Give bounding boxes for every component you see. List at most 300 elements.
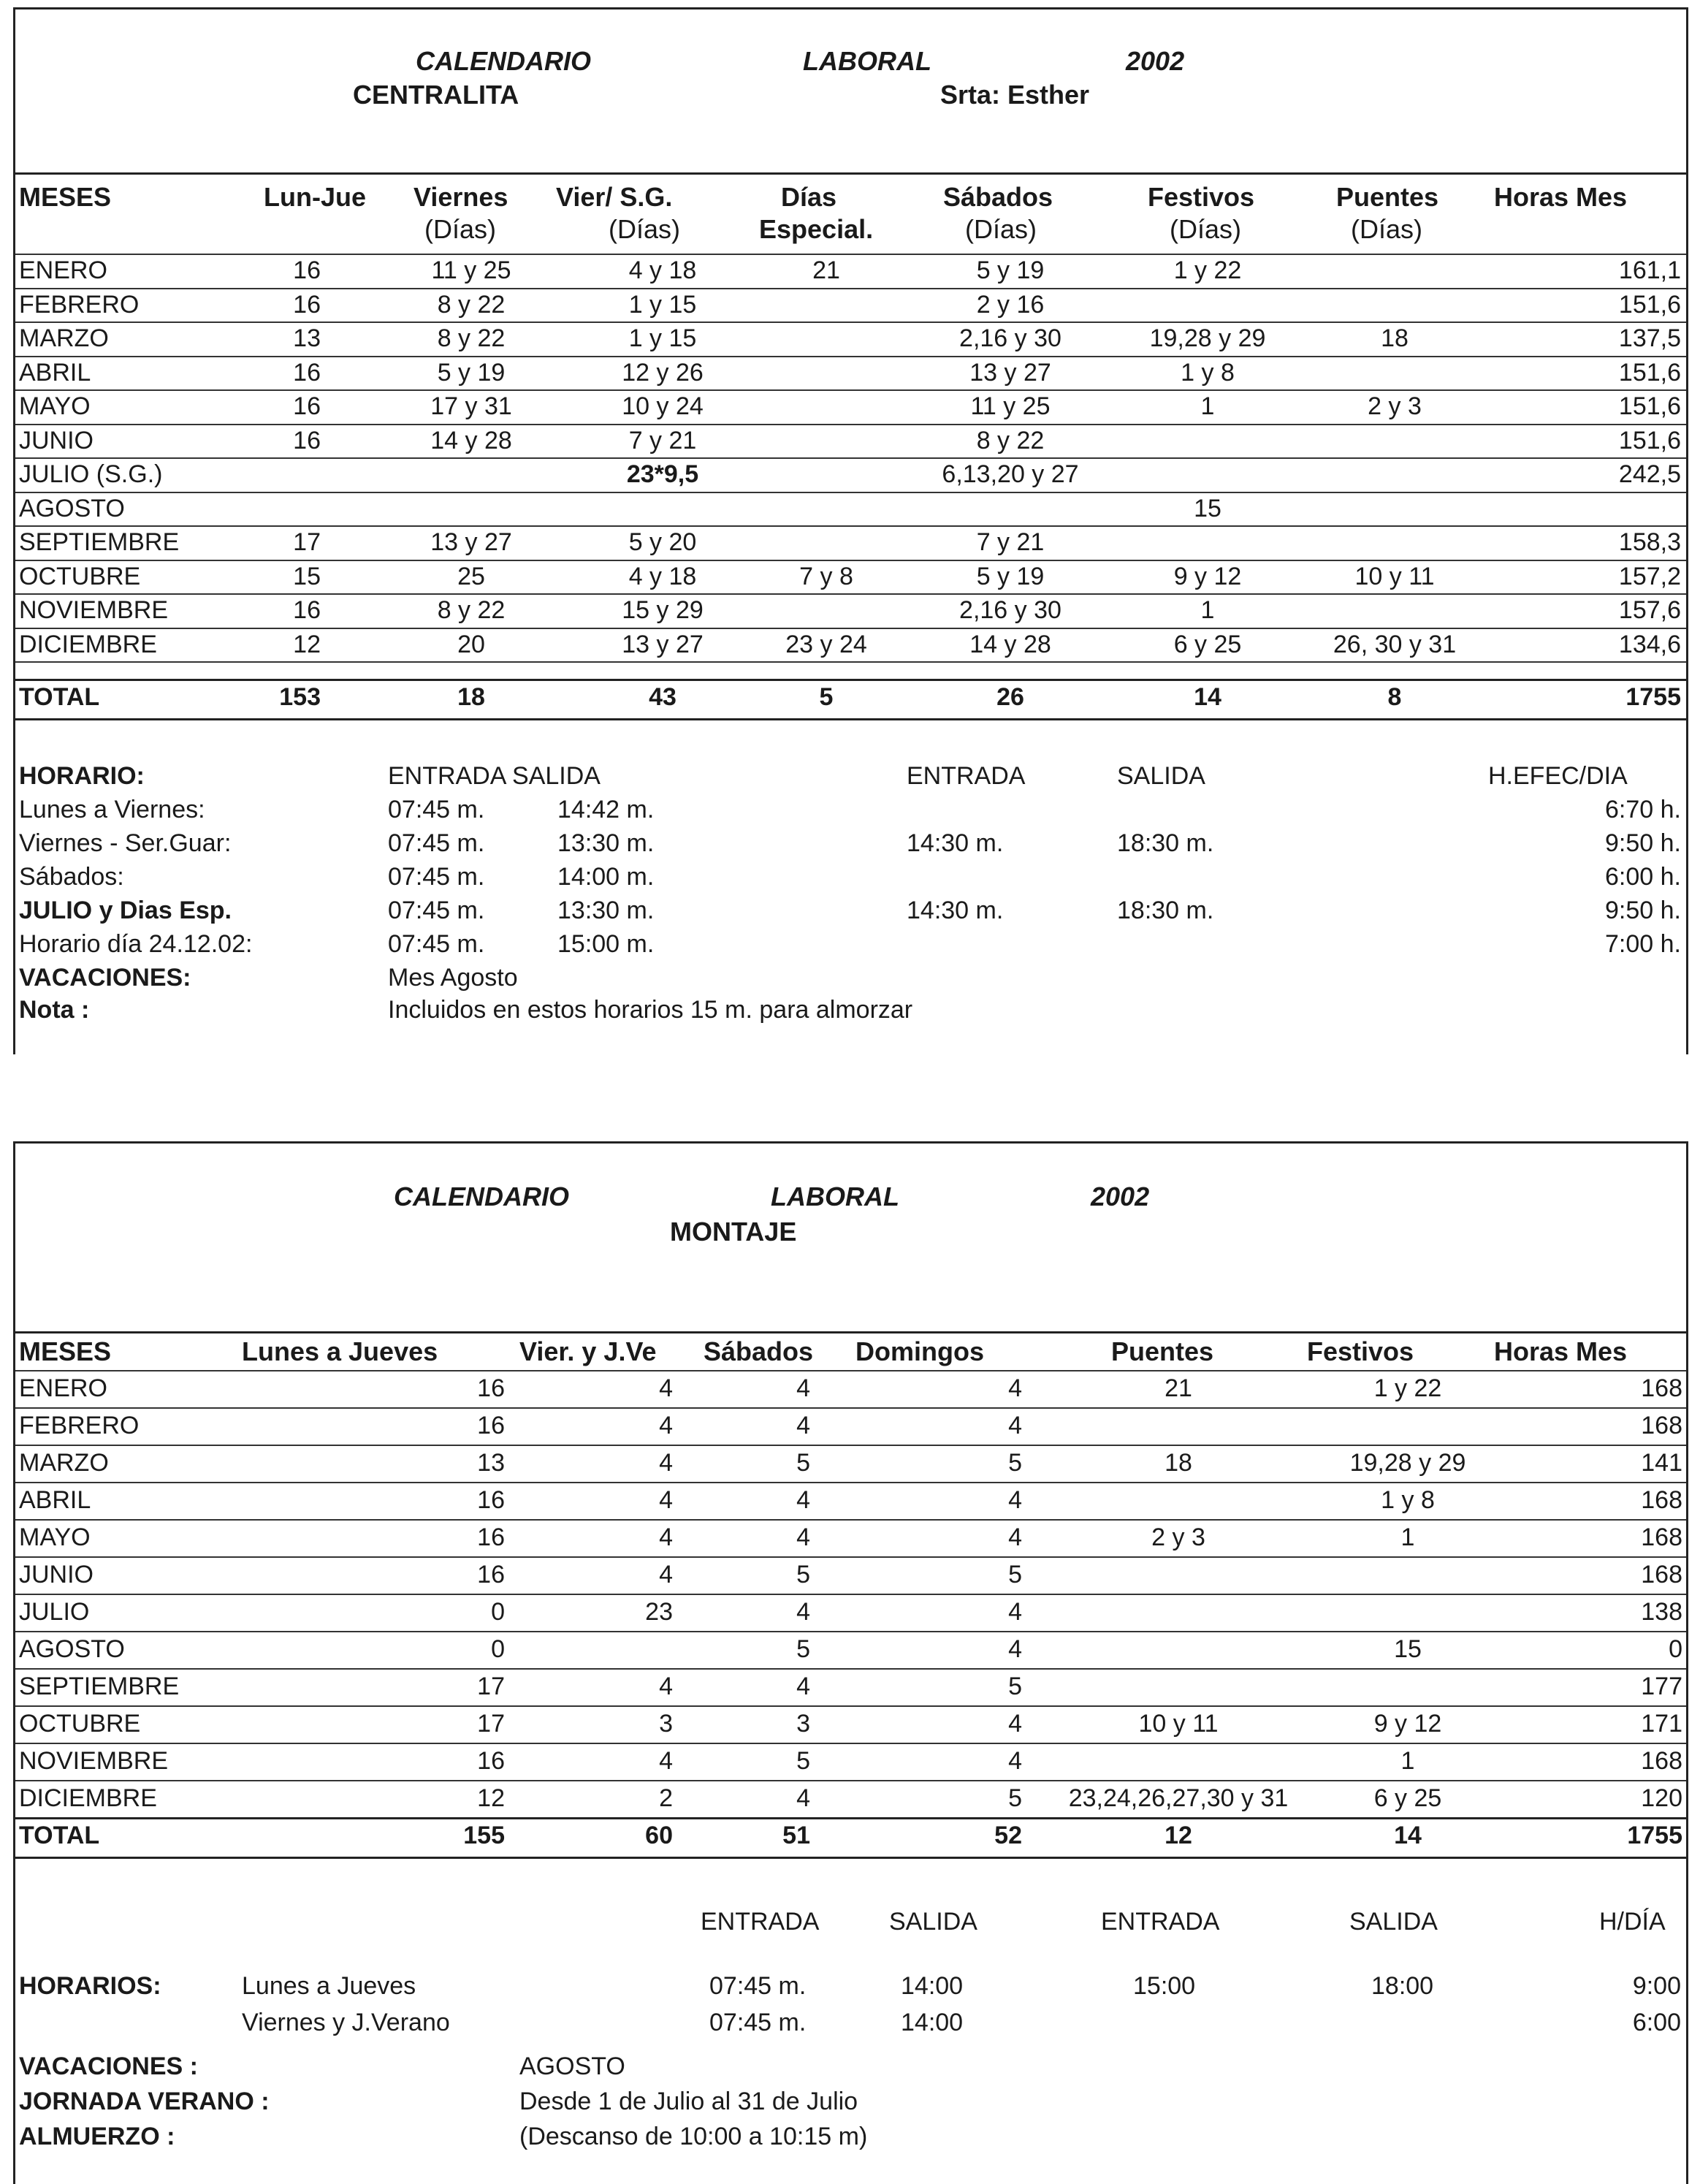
cal2-cell-festivos: 1 xyxy=(1400,1523,1415,1551)
cal2-row-line xyxy=(15,1407,1686,1409)
cal1-total-puentes: 8 xyxy=(1387,683,1402,711)
cal2-cell-horas-mes: 168 xyxy=(1641,1561,1682,1588)
calendar-montaje xyxy=(13,1141,1688,2184)
cal1-cell-mes: DICIEMBRE xyxy=(19,630,157,658)
cal2-title-calendario: CALENDARIO xyxy=(394,1182,569,1211)
cal1-vacaciones-value: Mes Agosto xyxy=(388,964,518,992)
cal2-cell-puentes: 21 xyxy=(1165,1374,1192,1402)
cal2-cell-sabados: 4 xyxy=(796,1598,810,1626)
cal1-col-sabados-sub: (Días) xyxy=(965,214,1037,244)
cal1-cell-festivos: 1 y 22 xyxy=(1173,256,1242,284)
cal1-cell-festivos: 1 y 8 xyxy=(1181,358,1235,387)
cal1-cell-horas-mes: 137,5 xyxy=(1618,324,1681,352)
cal1-col-viersg-sub: (Días) xyxy=(609,214,680,244)
cal2-cell-horas-mes: 177 xyxy=(1641,1673,1682,1700)
cal1-total-horas-mes: 1755 xyxy=(1625,683,1681,711)
cal1-cell-sabados: 5 y 19 xyxy=(976,562,1045,590)
cal1-cell-festivos: 9 y 12 xyxy=(1173,562,1242,590)
cal1-cell-mes: ABRIL xyxy=(19,358,91,387)
cal2-schedule-cell: Lunes a Jueves xyxy=(242,1972,416,2000)
cal2-cell-horas-mes: 141 xyxy=(1641,1449,1682,1477)
cal1-cell-horas-mes: 158,3 xyxy=(1618,528,1681,556)
cal1-row-line xyxy=(15,321,1686,323)
cal1-cell-puentes: 26, 30 y 31 xyxy=(1333,630,1457,658)
cal2-cell-sabados: 5 xyxy=(796,1635,810,1663)
cal1-cell-sabados: 2,16 y 30 xyxy=(959,324,1061,352)
cal2-cell-lunes-jueves: 17 xyxy=(477,1710,505,1738)
cal1-cell-sabados: 14 y 28 xyxy=(969,630,1051,658)
cal1-row-line xyxy=(15,389,1686,391)
cal1-cell-viernes: 8 y 22 xyxy=(437,290,506,319)
cal1-title-laboral: LABORAL xyxy=(803,46,931,76)
cal2-col-horas: Horas Mes xyxy=(1494,1336,1628,1366)
cal2-cell-vier-jve: 2 xyxy=(659,1784,673,1812)
cal2-cell-mes: MARZO xyxy=(19,1449,109,1477)
cal1-cell-viernes: 17 y 31 xyxy=(430,392,512,420)
cal2-cell-horas-mes: 168 xyxy=(1641,1747,1682,1775)
cal1-col-viernes-sub: (Días) xyxy=(424,214,496,244)
cal1-cell-puentes: 10 y 11 xyxy=(1354,562,1435,590)
cal2-horarios-label: HORARIOS: xyxy=(19,1972,161,2000)
cal2-cell-vier-jve: 4 xyxy=(659,1673,673,1700)
cal1-cell-mes: MAYO xyxy=(19,392,91,420)
cal2-cell-mes: JULIO xyxy=(19,1598,90,1626)
cal2-cell-vier-jve: 4 xyxy=(659,1449,673,1477)
cal1-schedule-cell: 18:30 m. xyxy=(1117,829,1214,857)
cal2-schedule-cell: Viernes y J.Verano xyxy=(242,2009,450,2036)
cal1-schedule-cell: 18:30 m. xyxy=(1117,897,1214,924)
cal2-cell-puentes: 10 y 11 xyxy=(1138,1710,1219,1738)
cal1-row-line xyxy=(15,492,1686,493)
cal1-row-line xyxy=(15,424,1686,425)
cal2-cell-mes: SEPTIEMBRE xyxy=(19,1673,180,1700)
cal1-cell-lunjue: 16 xyxy=(293,596,321,624)
cal2-cell-lunes-jueves: 16 xyxy=(477,1374,505,1402)
cal1-schedule-cell: 14:00 m. xyxy=(557,863,655,891)
cal2-row-line xyxy=(15,1780,1686,1781)
cal1-cell-sabados: 11 y 25 xyxy=(970,392,1051,420)
cal2-cell-vier-jve: 4 xyxy=(659,1412,673,1439)
cal2-cell-sabados: 4 xyxy=(796,1673,810,1700)
cal2-cell-mes: MAYO xyxy=(19,1523,91,1551)
cal2-cell-festivos: 1 xyxy=(1400,1747,1415,1775)
cal1-cell-mes: FEBRERO xyxy=(19,290,140,319)
cal2-row-line xyxy=(15,1556,1686,1558)
cal1-row-line xyxy=(15,356,1686,357)
cal1-total-dias-especial: 5 xyxy=(819,683,834,711)
cal1-cell-viernes: 11 y 25 xyxy=(431,256,511,284)
cal2-schedule-cell: 14:00 xyxy=(901,1972,964,2000)
cal1-department: CENTRALITA xyxy=(353,80,519,110)
cal2-cell-lunes-jueves: 0 xyxy=(491,1598,505,1626)
cal1-col-meses: MESES xyxy=(19,182,112,212)
cal1-col-viernes: Viernes xyxy=(413,182,508,212)
cal1-schedule-cell: Viernes - Ser.Guar: xyxy=(19,829,232,857)
cal1-cell-mes: ENERO xyxy=(19,256,107,284)
cal1-col-festivos: Festivos xyxy=(1148,182,1255,212)
cal1-salida2-header: SALIDA xyxy=(1117,762,1205,790)
cal2-row-line xyxy=(15,1594,1686,1595)
cal2-row-line xyxy=(15,1705,1686,1707)
cal2-footer-value: AGOSTO xyxy=(519,2052,625,2080)
cal1-cell-sabados: 5 y 19 xyxy=(976,256,1045,284)
cal1-schedule-cell: 07:45 m. xyxy=(388,930,485,958)
cal1-row-line xyxy=(15,628,1686,629)
cal2-row-line xyxy=(15,1519,1686,1521)
cal2-cell-domingos: 4 xyxy=(1008,1374,1022,1402)
cal2-footer-value: (Descanso de 10:00 a 10:15 m) xyxy=(519,2123,868,2150)
cal1-total-rule-top xyxy=(15,679,1686,681)
cal2-total-rule-bottom xyxy=(15,1857,1686,1859)
cal1-row-line xyxy=(15,288,1686,289)
cal1-schedule-cell: 07:45 m. xyxy=(388,796,485,823)
cal1-cell-lunjue: 16 xyxy=(293,256,321,284)
cal2-footer-label: VACACIONES : xyxy=(19,2052,198,2080)
cal1-row-line xyxy=(15,525,1686,527)
cal1-cell-mes: NOVIEMBRE xyxy=(19,596,169,624)
cal2-row-line xyxy=(15,1668,1686,1670)
cal1-col-puentes: Puentes xyxy=(1336,182,1439,212)
cal1-cell-lunjue: 15 xyxy=(293,562,321,590)
cal1-total-rule-bottom xyxy=(15,718,1686,720)
cal2-cell-festivos: 9 y 12 xyxy=(1373,1710,1442,1738)
cal1-cell-viernes: 13 y 27 xyxy=(430,528,512,556)
cal1-cell-festivos: 19,28 y 29 xyxy=(1149,324,1266,352)
cal2-col-sabados: Sábados xyxy=(704,1336,814,1366)
cal1-schedule-cell: Sábados: xyxy=(19,863,124,891)
cal1-schedule-cell: 14:42 m. xyxy=(557,796,655,823)
cal1-row-line xyxy=(15,560,1686,561)
cal1-cell-viersg: 7 y 21 xyxy=(628,426,697,454)
cal2-footer-label: JORNADA VERANO : xyxy=(19,2088,270,2115)
cal1-cell-viernes: 5 y 19 xyxy=(437,358,506,387)
cal2-cell-mes: NOVIEMBRE xyxy=(19,1747,169,1775)
cal1-cell-mes: AGOSTO xyxy=(19,494,125,522)
cal2-cell-sabados: 5 xyxy=(796,1449,810,1477)
cal1-entrada2-header: ENTRADA xyxy=(907,762,1026,790)
cal1-col-puentes-sub: (Días) xyxy=(1351,214,1422,244)
cal1-cell-viernes: 20 xyxy=(457,630,485,658)
cal2-total-puentes: 12 xyxy=(1165,1822,1192,1849)
cal1-total-viernes: 18 xyxy=(457,683,485,711)
cal1-cell-mes: MARZO xyxy=(19,324,109,352)
cal2-cell-festivos: 19,28 y 29 xyxy=(1349,1449,1466,1477)
cal2-total-vier-jve: 60 xyxy=(645,1822,673,1849)
cal1-cell-sabados: 2,16 y 30 xyxy=(959,596,1061,624)
cal1-col-festivos-sub: (Días) xyxy=(1170,214,1241,244)
cal2-cell-horas-mes: 168 xyxy=(1641,1412,1682,1439)
cal1-cell-festivos: 1 xyxy=(1200,392,1215,420)
cal2-cell-lunes-jueves: 16 xyxy=(477,1523,505,1551)
cal2-entrada-header: ENTRADA xyxy=(701,1908,820,1936)
cal2-cell-vier-jve: 4 xyxy=(659,1523,673,1551)
cal2-row-line xyxy=(15,1445,1686,1446)
cal2-cell-lunes-jueves: 16 xyxy=(477,1486,505,1514)
cal2-department: MONTAJE xyxy=(670,1217,797,1247)
cal1-cell-festivos: 1 xyxy=(1200,596,1215,624)
cal1-schedule-cell: 14:30 m. xyxy=(907,897,1004,924)
cal1-cell-viersg: 10 y 24 xyxy=(622,392,704,420)
cal1-col-dias-sub: Especial. xyxy=(759,214,874,244)
cal2-cell-festivos: 15 xyxy=(1394,1635,1422,1663)
cal2-cell-mes: JUNIO xyxy=(19,1561,94,1588)
cal2-schedule-cell: 15:00 xyxy=(1133,1972,1196,2000)
cal2-total-festivos: 14 xyxy=(1394,1822,1422,1849)
cal1-row-line xyxy=(15,661,1686,663)
cal2-cell-lunes-jueves: 16 xyxy=(477,1412,505,1439)
cal2-schedule-cell: 14:00 xyxy=(901,2009,964,2036)
cal1-cell-sabados: 7 y 21 xyxy=(976,528,1045,556)
cal1-cell-sabados: 2 y 16 xyxy=(976,290,1045,319)
cal1-cell-mes: OCTUBRE xyxy=(19,562,141,590)
cal1-header-rule xyxy=(15,172,1686,175)
cal1-cell-horas-mes: 157,6 xyxy=(1618,596,1681,624)
cal2-cell-vier-jve: 23 xyxy=(645,1598,673,1626)
cal1-cell-horas-mes: 157,2 xyxy=(1618,562,1681,590)
cal2-cell-horas-mes: 138 xyxy=(1641,1598,1682,1626)
cal2-cell-vier-jve: 3 xyxy=(659,1710,673,1738)
cal2-footer-value: Desde 1 de Julio al 31 de Julio xyxy=(519,2088,858,2115)
cal1-cell-viersg: 4 y 18 xyxy=(628,256,697,284)
cal2-cell-sabados: 5 xyxy=(796,1561,810,1588)
cal2-salida2-header: SALIDA xyxy=(1349,1908,1438,1936)
cal2-hdia-header: H/DÍA xyxy=(1599,1908,1666,1936)
cal1-cell-horas-mes: 242,5 xyxy=(1618,460,1681,488)
cal1-vacaciones-label: VACACIONES: xyxy=(19,964,191,992)
cal1-schedule-cell: 14:30 m. xyxy=(907,829,1004,857)
cal2-total-domingos: 52 xyxy=(994,1822,1022,1849)
cal2-total-sabados: 51 xyxy=(782,1822,810,1849)
cal2-title-laboral: LABORAL xyxy=(771,1182,899,1211)
cal1-cell-viersg: 4 y 18 xyxy=(628,562,697,590)
cal2-cell-horas-mes: 168 xyxy=(1641,1374,1682,1402)
cal1-row-line xyxy=(15,457,1686,459)
cal2-salida-header: SALIDA xyxy=(889,1908,977,1936)
cal2-cell-festivos: 6 y 25 xyxy=(1373,1784,1442,1812)
cal2-total-rule-top xyxy=(15,1817,1686,1819)
cal2-cell-lunes-jueves: 13 xyxy=(477,1449,505,1477)
cal1-cell-horas-mes: 134,6 xyxy=(1618,630,1681,658)
cal1-nota-value: Incluidos en estos horarios 15 m. para almorzar xyxy=(388,996,913,1024)
cal1-title-calendario: CALENDARIO xyxy=(416,46,591,76)
cal2-title-year: 2002 xyxy=(1091,1182,1150,1211)
cal1-cell-viernes: 14 y 28 xyxy=(430,426,512,454)
cal2-cell-puentes: 23,24,26,27,30 y 31 xyxy=(1068,1784,1289,1812)
cal2-schedule-cell: 07:45 m. xyxy=(709,2009,807,2036)
cal2-col-festivos: Festivos xyxy=(1307,1336,1414,1366)
cal2-col-puentes: Puentes xyxy=(1111,1336,1214,1366)
cal2-col-meses: MESES xyxy=(19,1336,112,1366)
cal1-cell-festivos: 6 y 25 xyxy=(1173,630,1242,658)
cal1-cell-viersg: 1 y 15 xyxy=(628,290,697,319)
cal2-cell-festivos: 1 y 8 xyxy=(1381,1486,1435,1514)
cal1-cell-lunjue: 16 xyxy=(293,392,321,420)
cal2-cell-vier-jve: 4 xyxy=(659,1747,673,1775)
cal1-cell-viersg: 12 y 26 xyxy=(622,358,704,387)
cal1-cell-lunjue: 16 xyxy=(293,426,321,454)
cal1-cell-horas-mes: 161,1 xyxy=(1618,256,1681,284)
cal2-cell-mes: AGOSTO xyxy=(19,1635,125,1663)
cal2-cell-domingos: 4 xyxy=(1008,1523,1022,1551)
cal2-cell-mes: ENERO xyxy=(19,1374,107,1402)
cal1-schedule-cell: 13:30 m. xyxy=(557,829,655,857)
cal1-cell-dias-especial: 23 y 24 xyxy=(785,630,867,658)
cal2-total-horas-mes: 1755 xyxy=(1627,1822,1682,1849)
cal2-cell-sabados: 4 xyxy=(796,1523,810,1551)
cal1-schedule-cell: Lunes a Viernes: xyxy=(19,796,205,823)
cal2-header-rule xyxy=(15,1331,1686,1333)
cal2-cell-domingos: 5 xyxy=(1008,1561,1022,1588)
cal2-row-line xyxy=(15,1370,1686,1371)
cal2-row-line xyxy=(15,1743,1686,1744)
cal2-cell-mes: DICIEMBRE xyxy=(19,1784,157,1812)
cal2-cell-vier-jve: 4 xyxy=(659,1486,673,1514)
calendar-centralita xyxy=(13,7,1688,1054)
cal2-col-lunes-jueves: Lunes a Jueves xyxy=(242,1336,438,1366)
cal2-schedule-cell: 9:00 xyxy=(1632,1972,1681,2000)
cal2-cell-lunes-jueves: 17 xyxy=(477,1673,505,1700)
cal2-entrada2-header: ENTRADA xyxy=(1101,1908,1220,1936)
cal1-cell-viersg: 15 y 29 xyxy=(622,596,704,624)
cal1-schedule-cell: 7:00 h. xyxy=(1605,930,1681,958)
cal1-cell-lunjue: 17 xyxy=(293,528,321,556)
cal2-cell-puentes: 18 xyxy=(1165,1449,1192,1477)
cal1-col-lunjue: Lun-Jue xyxy=(264,182,366,212)
cal1-cell-viernes: 8 y 22 xyxy=(437,596,506,624)
cal1-schedule-cell: 15:00 m. xyxy=(557,930,655,958)
cal2-cell-domingos: 4 xyxy=(1008,1710,1022,1738)
cal2-cell-sabados: 3 xyxy=(796,1710,810,1738)
cal1-schedule-cell: 6:00 h. xyxy=(1605,863,1681,891)
cal2-schedule-cell: 6:00 xyxy=(1632,2009,1681,2036)
cal1-cell-lunjue: 12 xyxy=(293,630,321,658)
cal1-title-year: 2002 xyxy=(1126,46,1185,76)
cal1-cell-puentes: 2 y 3 xyxy=(1368,392,1422,420)
cal1-cell-dias-especial: 7 y 8 xyxy=(799,562,853,590)
cal2-cell-horas-mes: 168 xyxy=(1641,1486,1682,1514)
cal1-row-line xyxy=(15,254,1686,255)
cal1-col-sabados: Sábados xyxy=(943,182,1053,212)
cal2-row-line xyxy=(15,1631,1686,1632)
cal2-schedule-cell: 07:45 m. xyxy=(709,1972,807,2000)
cal1-cell-mes: JUNIO xyxy=(19,426,94,454)
cal1-cell-viernes: 25 xyxy=(457,562,485,590)
cal1-schedule-cell: Horario día 24.12.02: xyxy=(19,930,253,958)
cal1-hefec-header: H.EFEC/DIA xyxy=(1488,762,1628,790)
cal2-cell-lunes-jueves: 0 xyxy=(491,1635,505,1663)
cal1-schedule-cell: 13:30 m. xyxy=(557,897,655,924)
cal2-total-mes: TOTAL xyxy=(19,1822,100,1849)
cal2-cell-mes: ABRIL xyxy=(19,1486,91,1514)
cal2-cell-mes: FEBRERO xyxy=(19,1412,140,1439)
cal1-cell-sabados: 13 y 27 xyxy=(969,358,1051,387)
cal1-cell-sabados: 8 y 22 xyxy=(976,426,1045,454)
cal2-row-line xyxy=(15,1482,1686,1483)
cal2-cell-horas-mes: 168 xyxy=(1641,1523,1682,1551)
cal2-cell-domingos: 4 xyxy=(1008,1747,1022,1775)
cal2-cell-horas-mes: 171 xyxy=(1641,1710,1682,1738)
cal1-col-dias: Días xyxy=(781,182,837,212)
cal2-cell-sabados: 5 xyxy=(796,1747,810,1775)
cal1-cell-viersg: 5 y 20 xyxy=(628,528,697,556)
cal1-cell-viersg: 23*9,5 xyxy=(626,460,699,488)
cal1-cell-puentes: 18 xyxy=(1381,324,1409,352)
cal2-cell-sabados: 4 xyxy=(796,1784,810,1812)
cal1-total-sabados: 26 xyxy=(996,683,1024,711)
cal1-total-mes: TOTAL xyxy=(19,683,100,711)
cal1-cell-horas-mes: 151,6 xyxy=(1618,426,1681,454)
cal2-cell-lunes-jueves: 16 xyxy=(477,1561,505,1588)
cal1-total-viersg: 43 xyxy=(649,683,676,711)
cal1-contact: Srta: Esther xyxy=(940,80,1090,110)
cal1-row-line xyxy=(15,593,1686,595)
cal1-schedule-cell: 07:45 m. xyxy=(388,863,485,891)
cal1-cell-mes: JULIO (S.G.) xyxy=(19,460,163,488)
cal1-col-viersg: Vier/ S.G. xyxy=(556,182,673,212)
cal2-cell-lunes-jueves: 16 xyxy=(477,1747,505,1775)
cal1-cell-mes: SEPTIEMBRE xyxy=(19,528,180,556)
cal1-schedule-cell: 6:70 h. xyxy=(1605,796,1681,823)
cal1-cell-viersg: 13 y 27 xyxy=(622,630,704,658)
cal1-schedule-cell: 9:50 h. xyxy=(1605,829,1681,857)
cal2-cell-lunes-jueves: 12 xyxy=(477,1784,505,1812)
cal1-entrada-salida-header: ENTRADA SALIDA xyxy=(388,762,601,790)
cal2-schedule-cell: 18:00 xyxy=(1371,1972,1434,2000)
cal1-cell-lunjue: 13 xyxy=(293,324,321,352)
cal2-cell-horas-mes: 0 xyxy=(1669,1635,1682,1663)
cal2-cell-domingos: 5 xyxy=(1008,1673,1022,1700)
cal1-cell-sabados: 6,13,20 y 27 xyxy=(942,460,1079,488)
cal1-cell-lunjue: 16 xyxy=(293,358,321,387)
cal2-cell-vier-jve: 4 xyxy=(659,1374,673,1402)
cal2-cell-domingos: 4 xyxy=(1008,1486,1022,1514)
cal1-cell-viersg: 1 y 15 xyxy=(628,324,697,352)
cal2-cell-domingos: 4 xyxy=(1008,1635,1022,1663)
cal2-cell-horas-mes: 120 xyxy=(1641,1784,1682,1812)
cal1-horario-label: HORARIO: xyxy=(19,762,145,790)
cal1-schedule-cell: 07:45 m. xyxy=(388,897,485,924)
cal2-cell-domingos: 4 xyxy=(1008,1412,1022,1439)
cal1-cell-dias-especial: 21 xyxy=(812,256,840,284)
cal1-schedule-cell: 07:45 m. xyxy=(388,829,485,857)
cal2-cell-festivos: 1 y 22 xyxy=(1373,1374,1442,1402)
cal1-cell-festivos: 15 xyxy=(1194,494,1221,522)
cal2-cell-sabados: 4 xyxy=(796,1486,810,1514)
cal2-total-lunes-jueves: 155 xyxy=(463,1822,505,1849)
cal1-cell-horas-mes: 151,6 xyxy=(1618,358,1681,387)
cal1-total-festivos: 14 xyxy=(1194,683,1221,711)
cal1-cell-viernes: 8 y 22 xyxy=(437,324,506,352)
cal2-cell-sabados: 4 xyxy=(796,1374,810,1402)
cal1-cell-horas-mes: 151,6 xyxy=(1618,392,1681,420)
cal1-schedule-cell: 9:50 h. xyxy=(1605,897,1681,924)
cal2-cell-domingos: 4 xyxy=(1008,1598,1022,1626)
cal2-cell-vier-jve: 4 xyxy=(659,1561,673,1588)
cal2-cell-sabados: 4 xyxy=(796,1412,810,1439)
cal1-nota-label: Nota : xyxy=(19,996,90,1024)
cal1-col-horas: Horas Mes xyxy=(1494,182,1628,212)
cal2-col-domingos: Domingos xyxy=(855,1336,984,1366)
cal2-cell-domingos: 5 xyxy=(1008,1784,1022,1812)
cal2-cell-puentes: 2 y 3 xyxy=(1151,1523,1205,1551)
cal1-cell-horas-mes: 151,6 xyxy=(1618,290,1681,319)
cal2-cell-domingos: 5 xyxy=(1008,1449,1022,1477)
cal1-schedule-cell: JULIO y Dias Esp. xyxy=(19,897,232,924)
cal2-cell-mes: OCTUBRE xyxy=(19,1710,141,1738)
cal1-total-lunjue: 153 xyxy=(279,683,321,711)
cal1-cell-lunjue: 16 xyxy=(293,290,321,319)
cal2-footer-label: ALMUERZO : xyxy=(19,2123,175,2150)
